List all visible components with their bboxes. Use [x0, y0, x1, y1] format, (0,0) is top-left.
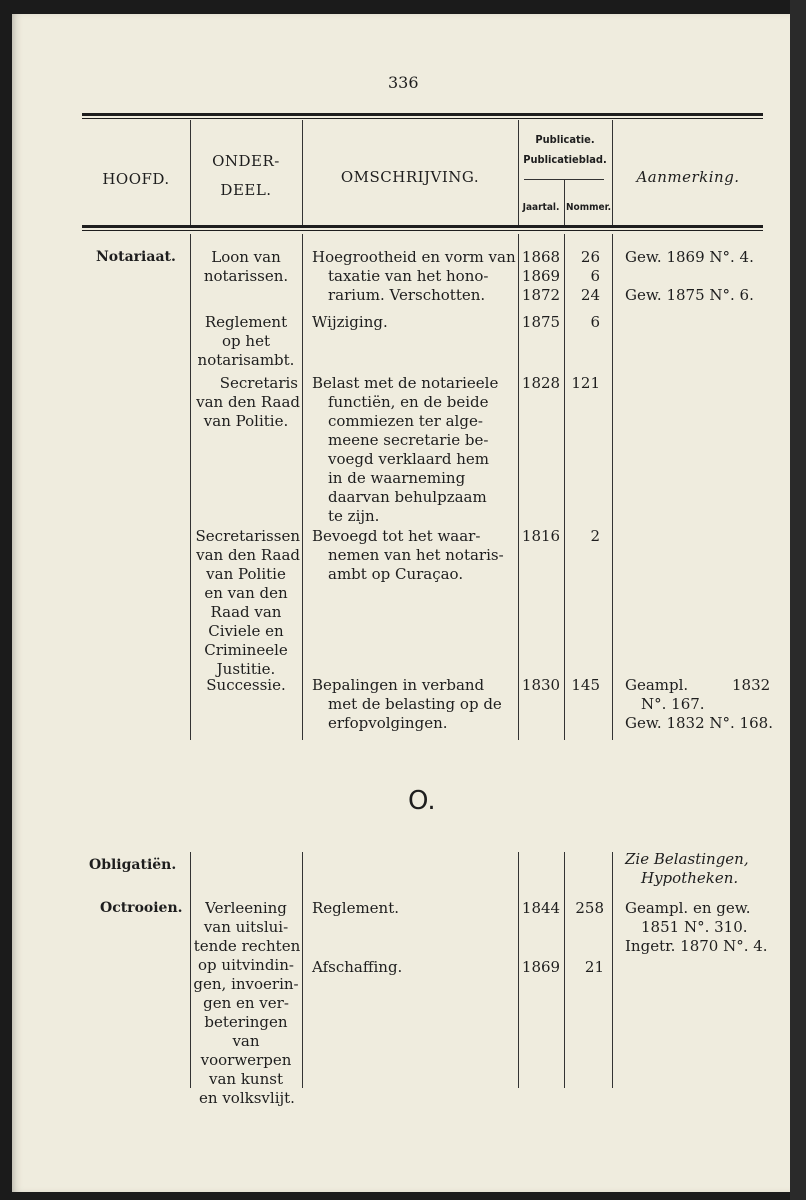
- top-rule: [82, 113, 763, 116]
- aanmerking-line: 1851 N°. 310.: [641, 918, 748, 936]
- aanmerking-line: Gew. 1832 N°. 168.: [625, 714, 773, 732]
- nommer-value: 121: [571, 374, 600, 392]
- jaartal-value: 1868: [521, 248, 561, 266]
- aanmerking-line: Gew. 1869 N°. 4.: [625, 248, 754, 266]
- jaartal-value: 1828: [521, 374, 561, 392]
- omschrijving-line: in de waarneming: [328, 469, 466, 487]
- page-number: 336: [388, 73, 419, 92]
- nommer-value: 24: [580, 286, 600, 304]
- onderdeel-line: Loon van: [211, 248, 281, 266]
- jaartal-value: 1869: [521, 267, 561, 285]
- header-nommer: Nommer.: [566, 202, 611, 213]
- onderdeel-line: gen en ver-: [203, 994, 289, 1012]
- onderdeel-line: Secretarissen: [195, 527, 300, 545]
- onderdeel-line: en volksvlijt.: [199, 1089, 295, 1107]
- nommer-value: 2: [590, 527, 600, 545]
- nommer-value: 145: [571, 676, 600, 694]
- column-divider: [190, 234, 191, 740]
- aanmerking-line: Ingetr. 1870 N°. 4.: [625, 937, 768, 955]
- scan-edge: [790, 0, 806, 1200]
- omschrijving-line: voegd verklaard hem: [328, 450, 489, 468]
- omschrijving-line: daarvan behulpzaam: [328, 488, 487, 506]
- nommer-value: 26: [580, 248, 600, 266]
- column-divider: [612, 852, 613, 1088]
- jaartal-value: 1872: [521, 286, 561, 304]
- onderdeel-line: Secretaris: [219, 374, 298, 392]
- nommer-value: 258: [575, 899, 604, 917]
- onderdeel-line: notarissen.: [203, 267, 289, 285]
- hoofd-obligatien: Obligatiën.: [89, 857, 177, 873]
- onderdeel-line: beteringen: [204, 1013, 288, 1031]
- aanmerking-line: Geampl. en gew.: [625, 899, 751, 917]
- omschrijving-line: erfopvolgingen.: [328, 714, 448, 732]
- omschrijving-line: rarium. Verschotten.: [328, 286, 486, 304]
- omschrijving-line: Hoegrootheid en vorm van: [312, 248, 516, 266]
- header-publicatie: Publicatie.: [535, 133, 595, 146]
- header-onderdeel-2: DEEL.: [220, 181, 272, 199]
- header-jaartal: Jaartal.: [522, 202, 560, 213]
- nommer-value: 6: [590, 313, 600, 331]
- aanmerking-line: Hypotheken.: [641, 869, 739, 887]
- jaartal-value: 1816: [521, 527, 561, 545]
- onderdeel-line: van uitslui-: [203, 918, 289, 936]
- omschrijving-line: Bepalingen in verband: [312, 676, 485, 694]
- hoofd-octrooien: Octrooien.: [100, 900, 183, 916]
- jaartal-value: 1844: [521, 899, 561, 917]
- header-rule: [82, 225, 763, 228]
- omschrijving-line: Bevoegd tot het waar-: [312, 527, 481, 545]
- onderdeel-line: Justitie.: [216, 660, 276, 678]
- column-divider: [302, 234, 303, 740]
- column-divider: [302, 852, 303, 1088]
- onderdeel-line: van Politie.: [203, 412, 289, 430]
- jaartal-value: 1830: [521, 676, 561, 694]
- onderdeel-line: van: [232, 1032, 260, 1050]
- omschrijving-line: Reglement.: [312, 899, 400, 917]
- header-divider: [302, 120, 303, 228]
- nommer-value: 21: [584, 958, 604, 976]
- header-rule-thin: [82, 230, 763, 231]
- omschrijving-line: Belast met de notarieele: [312, 374, 499, 392]
- omschrijving-line: nemen van het notaris-: [328, 546, 504, 564]
- omschrijving-line: Afschaffing.: [312, 958, 403, 976]
- header-publicatieblad: Publicatieblad.: [523, 153, 607, 166]
- column-divider: [564, 234, 565, 740]
- onderdeel-line: en van den: [204, 584, 288, 602]
- aanmerking-text: Zie Belastingen,: [625, 850, 749, 868]
- onderdeel-line: Raad van: [210, 603, 282, 621]
- onderdeel-line: Reglement: [204, 313, 288, 331]
- header-omschrijving: OMSCHRIJVING.: [340, 168, 480, 186]
- omschrijving-line: functiën, en de beide: [328, 393, 489, 411]
- onderdeel-line: Successie.: [206, 676, 286, 694]
- onderdeel-line: van Politie: [206, 565, 286, 583]
- omschrijving-line: taxatie van het hono-: [328, 267, 489, 285]
- onderdeel-line: Crimineele: [204, 641, 288, 659]
- onderdeel-line: tende rechten: [193, 937, 301, 955]
- omschrijving-line: Wijziging.: [312, 313, 388, 331]
- top-rule-thin: [82, 118, 763, 119]
- header-divider: [190, 120, 191, 228]
- jaartal-value: 1875: [521, 313, 561, 331]
- omschrijving-line: met de belasting op de: [328, 695, 502, 713]
- column-divider: [190, 852, 191, 1088]
- onderdeel-line: Verleening: [205, 899, 287, 917]
- aanmerking-line: Gew. 1875 N°. 6.: [625, 286, 754, 304]
- column-divider: [612, 234, 613, 740]
- header-hoofd: HOOFD.: [102, 170, 170, 188]
- hoofd-notariaat: Notariaat.: [96, 249, 176, 265]
- aanmerking-line: [625, 850, 749, 869]
- omschrijving-line: commiezen ter alge-: [328, 412, 483, 430]
- header-brace: [524, 179, 604, 180]
- onderdeel-line: Civiele en: [208, 622, 284, 640]
- omschrijving-line: meene secretarie be-: [328, 431, 489, 449]
- header-divider: [612, 120, 613, 228]
- onderdeel-line: op uitvindin-: [198, 956, 294, 974]
- omschrijving-line: ambt op Curaçao.: [328, 565, 464, 583]
- onderdeel-line: notarisambt.: [197, 351, 295, 369]
- header-aanmerking: Aanmerking.: [636, 168, 740, 186]
- header-onderdeel-1: ONDER-: [212, 152, 280, 170]
- column-divider: [518, 234, 519, 740]
- onderdeel-line: van den Raad: [196, 546, 300, 564]
- onderdeel-line: gen, invoerin-: [193, 975, 299, 993]
- section-letter: O.: [408, 786, 436, 816]
- onderdeel-line: van kunst: [209, 1070, 283, 1088]
- jaartal-value: 1869: [521, 958, 561, 976]
- document-page: [12, 14, 790, 1192]
- omschrijving-line: te zijn.: [328, 507, 380, 525]
- aanmerking-line: N°. 167.: [641, 695, 705, 713]
- onderdeel-line: van den Raad: [196, 393, 300, 411]
- nommer-value: 6: [590, 267, 600, 285]
- aanmerking-line: Geampl.: [625, 676, 689, 694]
- onderdeel-line: voorwerpen: [200, 1051, 292, 1069]
- aanmerking-line: 1832: [732, 676, 771, 694]
- onderdeel-line: op het: [222, 332, 270, 350]
